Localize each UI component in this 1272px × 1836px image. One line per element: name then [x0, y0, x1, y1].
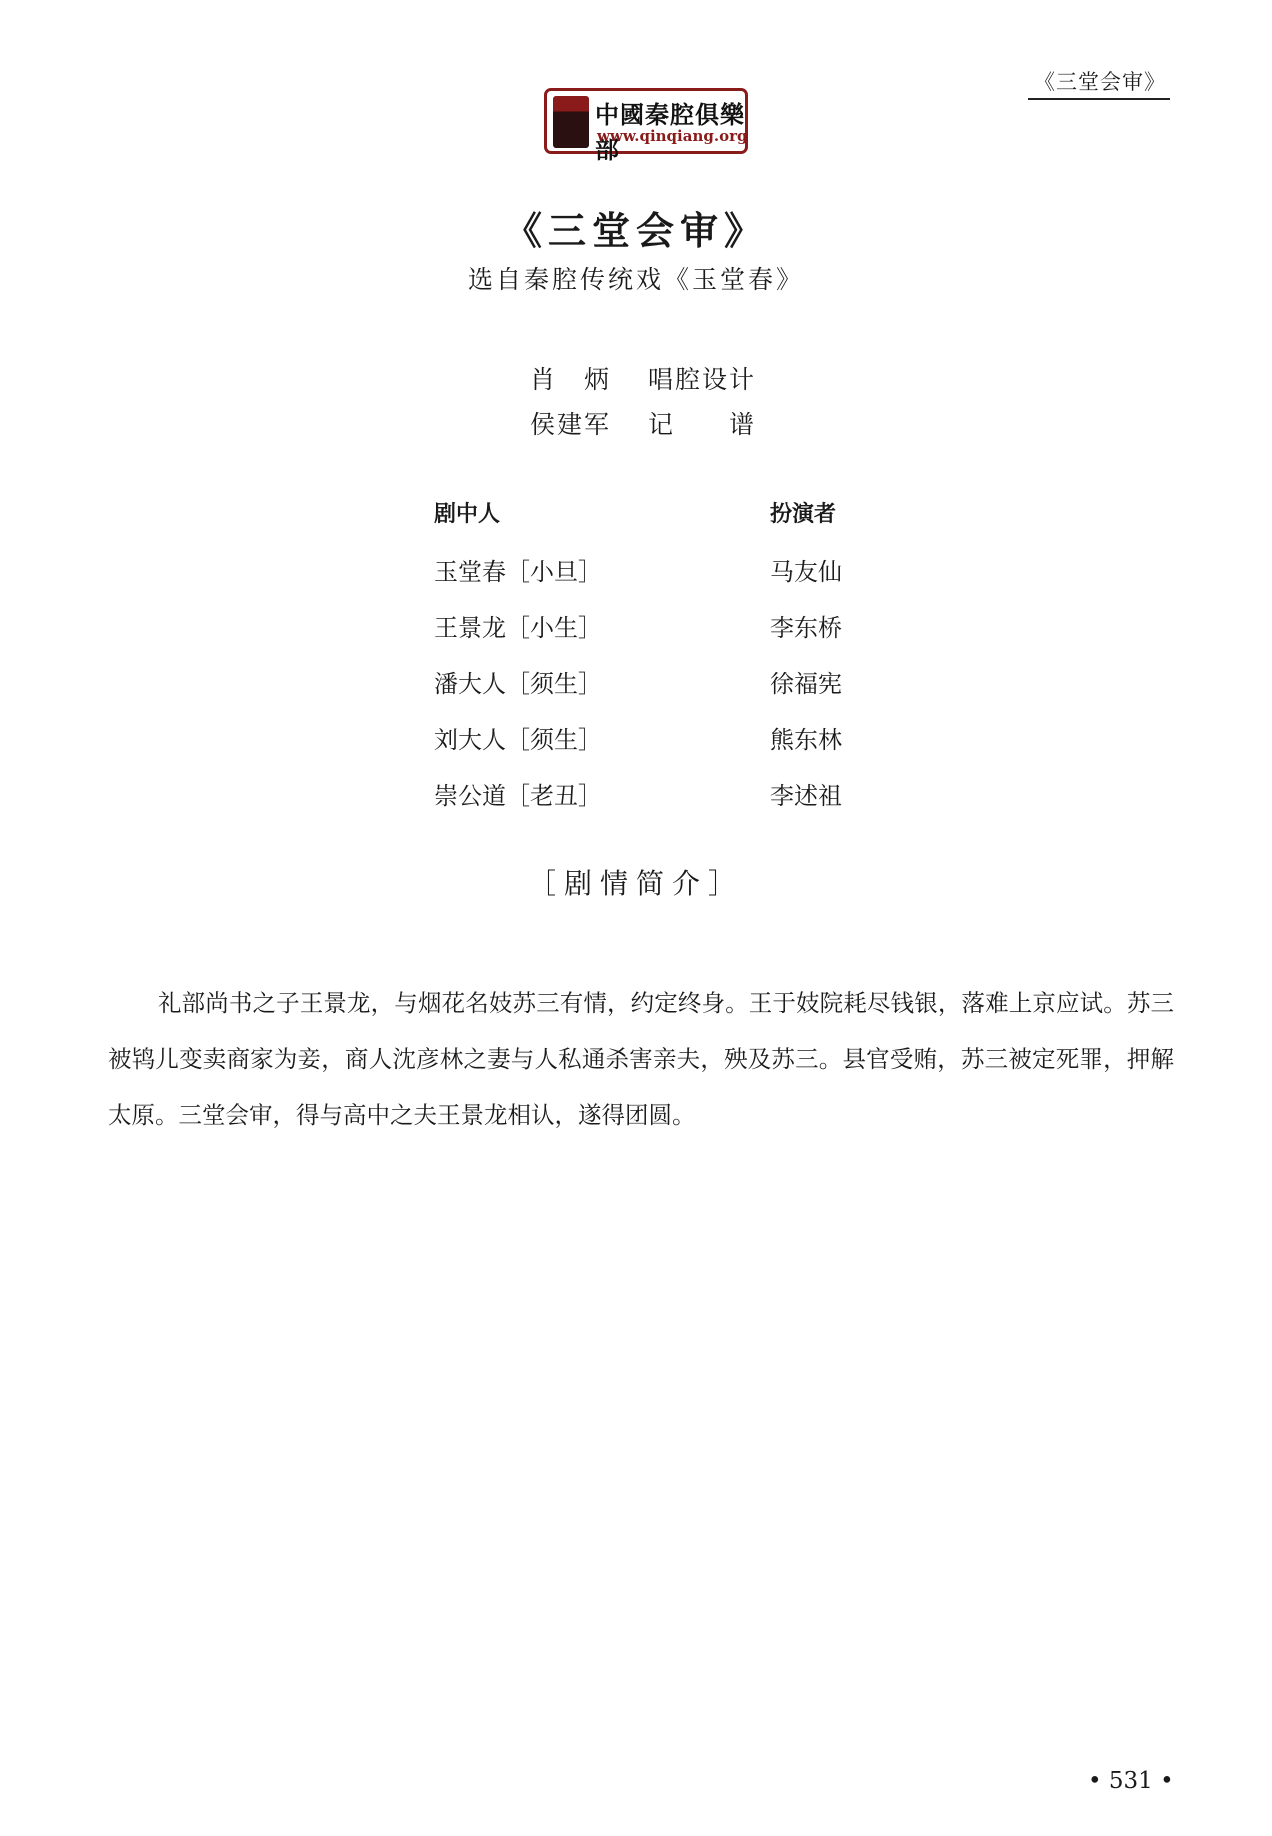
synopsis-paragraph: 礼部尚书之子王景龙，与烟花名妓苏三有情，约定终身。王于妓院耗尽钱银，落难上京应试。苏三被鸨儿变卖商家为妾，商人沈彦林之妻与人私通杀害亲夫，殃及苏三。县官受贿，苏三被定死罪，押解太原。三堂会审，得与高中之夫王景龙相认，遂得团圆。	[108, 989, 1174, 1129]
qinqiang-club-logo	[544, 88, 748, 164]
credit-line	[530, 405, 756, 441]
page-title: 《三堂会审》	[503, 208, 768, 253]
credit-role: 唱腔设计	[647, 365, 756, 394]
cast-actor: 徐福宪	[770, 670, 842, 698]
logo-url: www.qinqiang.org	[597, 127, 748, 145]
cast-actor: 熊东林	[770, 726, 842, 754]
section-heading: ［剧情简介］	[527, 867, 744, 900]
credit-role: 记 谱	[647, 410, 756, 439]
opera-figure-icon	[553, 96, 589, 148]
cast-role: 崇公道［老丑］	[434, 782, 602, 810]
cast-role: 潘大人［须生］	[434, 670, 602, 698]
cast-actor: 马友仙	[770, 558, 842, 586]
credit-name: 侯建军	[530, 410, 612, 439]
cast-role: 玉堂春［小旦］	[434, 558, 602, 586]
logo-name: 中國秦腔俱樂部	[595, 101, 745, 164]
page-number: • 531 •	[1088, 1768, 1174, 1794]
cast-role: 刘大人［须生］	[434, 726, 602, 754]
cast-actor: 李述祖	[770, 782, 842, 810]
cast-role: 王景龙［小生］	[434, 614, 602, 642]
credit-line	[530, 360, 756, 396]
page-subtitle: 选自秦腔传统戏《玉堂春》	[467, 265, 804, 294]
cast-header-actor: 扮演者	[770, 502, 837, 527]
running-header: 《三堂会审》	[1028, 66, 1170, 100]
cast-header-role: 剧中人	[434, 502, 501, 527]
cast-actor: 李东桥	[770, 614, 842, 642]
credit-name: 肖 炳	[530, 365, 612, 394]
